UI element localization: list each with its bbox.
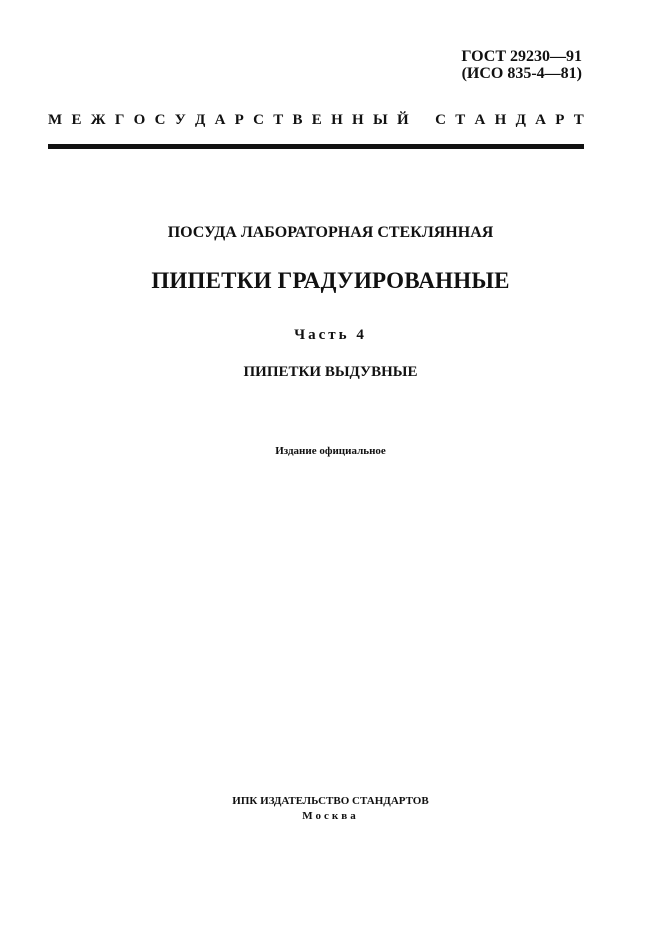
standard-kind-word-2-letter: А — [474, 112, 486, 128]
standard-kind-word-1-letter: О — [133, 112, 146, 128]
standard-kind-word-1-letter: Р — [234, 112, 244, 128]
gost-code: ГОСТ 29230—91 — [461, 48, 582, 65]
iso-code: (ИСО 835-4—81) — [461, 65, 582, 82]
standard-kind-word-2-letter: Т — [455, 112, 466, 128]
standard-kind-word-2-letter: Т — [573, 112, 584, 128]
standard-kind-word-2-letter: С — [435, 112, 446, 128]
standard-kind-heading — [48, 112, 584, 129]
standard-kind-word-2-letter: Н — [494, 112, 507, 128]
part-number: Часть 4 — [294, 327, 367, 343]
standard-kind-word-gap — [418, 112, 426, 129]
standard-kind-word-1-letter: У — [174, 112, 186, 128]
standard-kind-word-1-letter: Т — [273, 112, 284, 128]
standard-kind-word-2-letter: Р — [555, 112, 565, 128]
standard-kind-word-2-letter: Д — [515, 112, 526, 128]
standard-kind-word-1-letter: Д — [194, 112, 206, 128]
standard-kind-word-1-letter: М — [48, 112, 63, 128]
part-title: ПИПЕТКИ ВЫДУВНЫЕ — [243, 364, 418, 380]
document-title: ПОСУДА ЛАБОРАТОРНАЯ СТЕКЛЯННАЯ — [167, 224, 494, 241]
standard-kind-word-1-letter: Н — [331, 112, 343, 128]
standard-kind-word-1-letter: С — [253, 112, 264, 128]
standard-kind-word-1-letter: Е — [311, 112, 322, 128]
edition-label: Издание официальное — [275, 445, 386, 457]
standard-kind-word-1-letter: Й — [396, 112, 409, 128]
standard-kind-word-1-letter: Н — [352, 112, 364, 128]
standard-kind-word-1-letter: С — [154, 112, 166, 128]
standard-kind-word-1-letter: Ы — [372, 112, 388, 128]
document-subtitle: ПИПЕТКИ ГРАДУИРОВАННЫЕ — [151, 268, 510, 293]
standard-kind-word-1-letter: Е — [71, 112, 82, 128]
standard-kind-word-1-letter: В — [292, 112, 303, 128]
header-divider — [48, 144, 584, 149]
document-code-block — [461, 48, 582, 82]
publisher-city: Москва — [302, 810, 359, 822]
publisher-name: ИПК ИЗДАТЕЛЬСТВО СТАНДАРТОВ — [232, 795, 429, 807]
standard-kind-word-1-letter: Г — [114, 112, 125, 128]
standard-kind-word-1-letter: А — [214, 112, 226, 128]
standard-kind-word-1-letter: Ж — [90, 112, 106, 128]
standard-kind-word-2-letter: А — [535, 112, 547, 128]
